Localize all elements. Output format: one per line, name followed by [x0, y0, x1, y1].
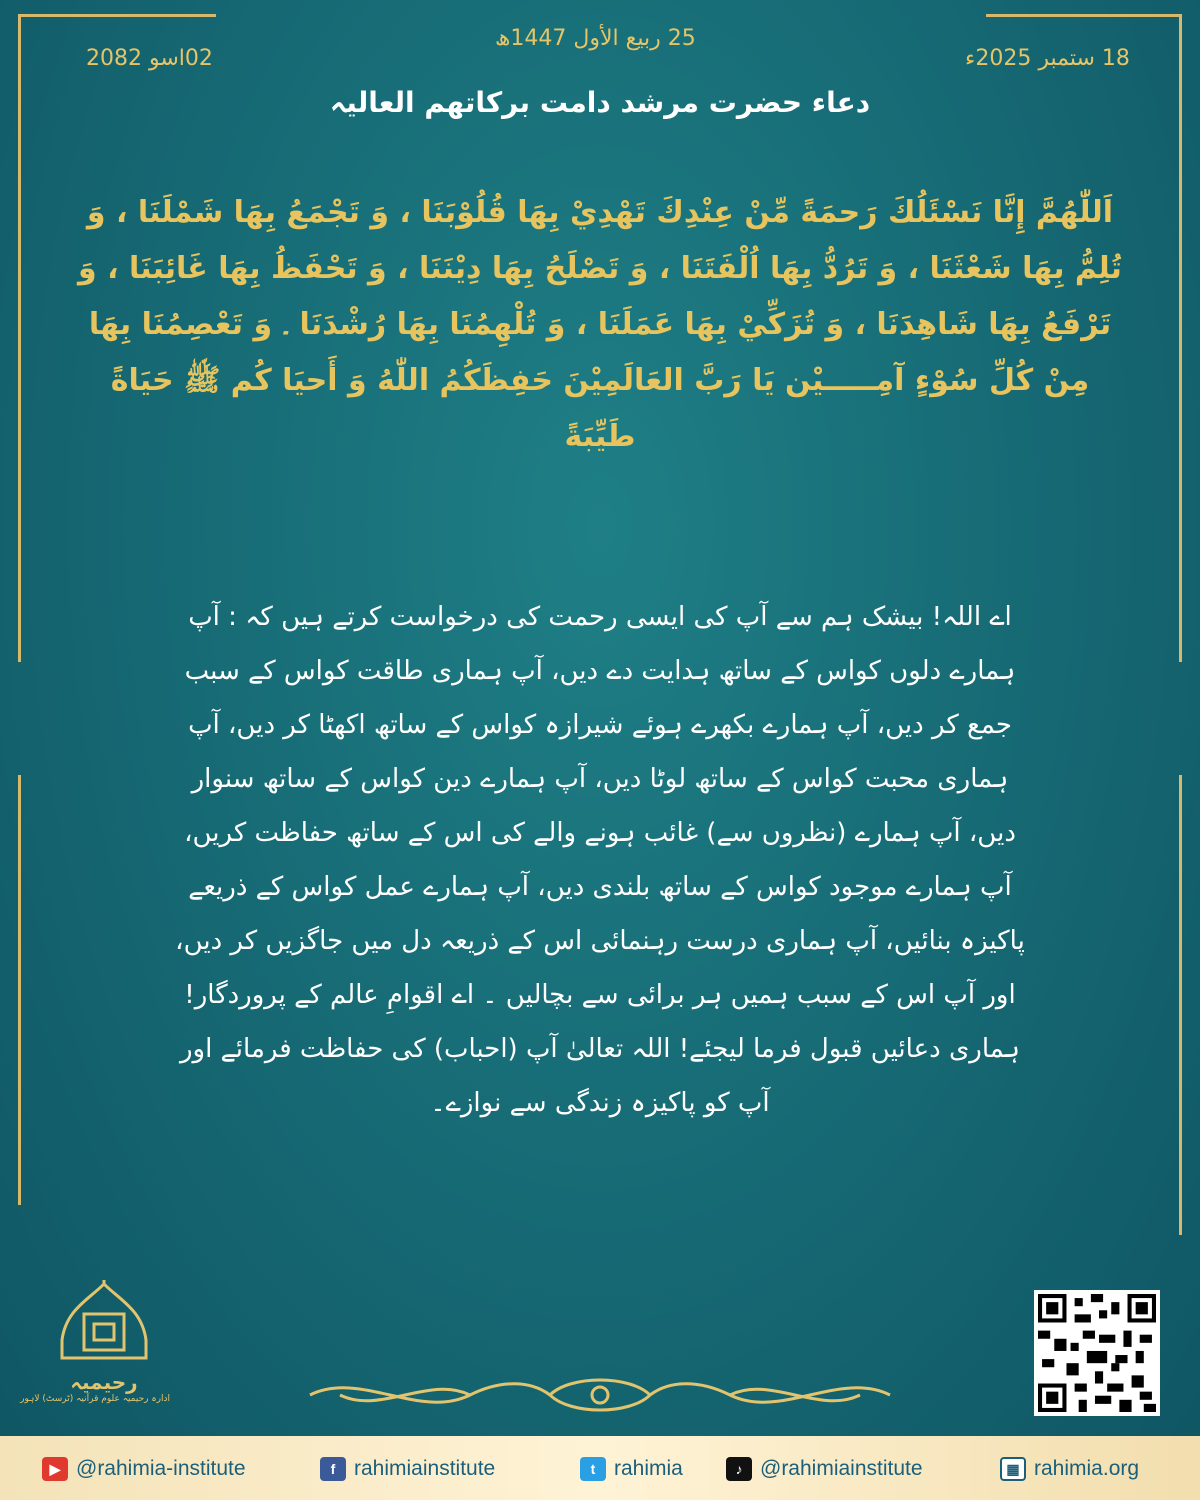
- frame-top-left: [18, 14, 216, 17]
- youtube-handle: @rahimia-institute: [76, 1457, 246, 1480]
- qr-code: [1034, 1290, 1160, 1416]
- twitter-handle: rahimia: [614, 1457, 683, 1480]
- twitter-link[interactable]: [580, 1455, 683, 1483]
- tiktok-link[interactable]: [726, 1455, 923, 1483]
- twitter-icon: t: [580, 1457, 606, 1481]
- page-title: دعاء حضرت مرشد دامت برکاتھم العالیہ: [329, 86, 871, 119]
- youtube-link[interactable]: [42, 1455, 246, 1483]
- frame-left-bottom: [18, 775, 21, 1205]
- tiktok-handle: @rahimiainstitute: [760, 1457, 923, 1480]
- website-url: rahimia.org: [1034, 1457, 1140, 1480]
- facebook-handle: rahimiainstitute: [354, 1457, 496, 1480]
- hijri-date: 25 ربیع الأول 1447ھ: [495, 26, 696, 51]
- qr-small-icon: ▦: [1000, 1457, 1026, 1481]
- dome-emblem-icon: [38, 1280, 170, 1372]
- rahimia-logo: [20, 1280, 170, 1410]
- qr-code-icon: [1038, 1294, 1156, 1412]
- website-link[interactable]: [1000, 1455, 1139, 1483]
- gregorian-date: 18 ستمبر 2025ء: [965, 46, 1130, 71]
- ornament-divider: [300, 1370, 900, 1420]
- urdu-translation: اے اللہ! بیشک ہم سے آپ کی ایسی رحمت کی درخواست کرتے ہیں کہ : آپ ہمارے دلوں کواس کے ساتھ ہدایت دے دیں، آپ ہماری طاقت کواس کے سبب جمع کر دیں، آپ ہمارے بکھرے ہوئے شیرازہ کواس کے ساتھ اکھٹا کر دیں، آپ ہماری محبت کواس کے ساتھ لوٹا دیں، آپ ہمارے دین کواس کے ساتھ سنوار دیں، آپ ہمارے (نظروں سے) غائب ہونے والے کی اس کے ساتھ حفاظت کریں، آپ ہمارے موجود کواس کے ساتھ بلندی دیں، آپ ہمارے عمل کواس کے ذریعے پاکیزہ بنائیں، آپ ہماری درست رہنمائی اس کے ذریعہ دل میں جاگزیں کر دیں، اور آپ اس کے سبب ہمیں ہر برائی سے بچالیں ۔ اے اقوامِ عالم کے پروردگار! ہماری دعائیں قبول فرما لیجئے! اللہ تعالیٰ آپ (احباب) کی حفاظت فرمائے اور آپ کو پاکیزہ زندگی سے نوازے۔: [175, 602, 1025, 1118]
- arabic-dua: اَللّٰھُمَّ إِنَّا نَسْئَلُكَ رَحمَةً مِّنْ عِنْدِكَ تَهْدِيْ بِهَا قُلُوْبَنَا ، وَ تَجْمَعُ بِهَا شَمْلَنَا ، وَ تُلِمُّ بِهَا شَعْثَنَا ، وَ تَرُدُّ بِهَا اُلْفَتَنَا ، وَ تَصْلَحُ بِهَا دِيْنَنَا ، وَ تَحْفَظُ بِهَا غَائِبَنَا ، وَ تَرْفَعُ بِهَا شَاهِدَنَا ، وَ تُزَكِّيْ بِهَا عَمَلَنَا ، وَ تُلْهِمُنَا بِهَا رُشْدَنَا ۔ وَ تَعْصِمُنَا بِهَا مِنْ كُلِّ سُوْءٍ آمِـــــيْن يَا رَبَّ العَالَمِيْنَ حَفِظَكُمُ اللّٰهُ وَ أَحيَا كُم ﷺ حَيَاةً طَيِّبَةً: [78, 195, 1122, 454]
- frame-right-bottom: [1179, 775, 1182, 1235]
- logo-name: رحیمیہ: [70, 1370, 138, 1394]
- facebook-link[interactable]: [320, 1455, 495, 1483]
- facebook-icon: f: [320, 1457, 346, 1481]
- logo-subtitle: ادارہ رحیمیہ علوم قرآنیہ (ٹرسٹ) لاہور: [20, 1394, 170, 1404]
- youtube-icon: ▶: [42, 1457, 68, 1481]
- tiktok-icon: ♪: [726, 1457, 752, 1481]
- frame-top-right: [986, 14, 1182, 17]
- bikrami-date: 02اسو 2082: [86, 46, 213, 71]
